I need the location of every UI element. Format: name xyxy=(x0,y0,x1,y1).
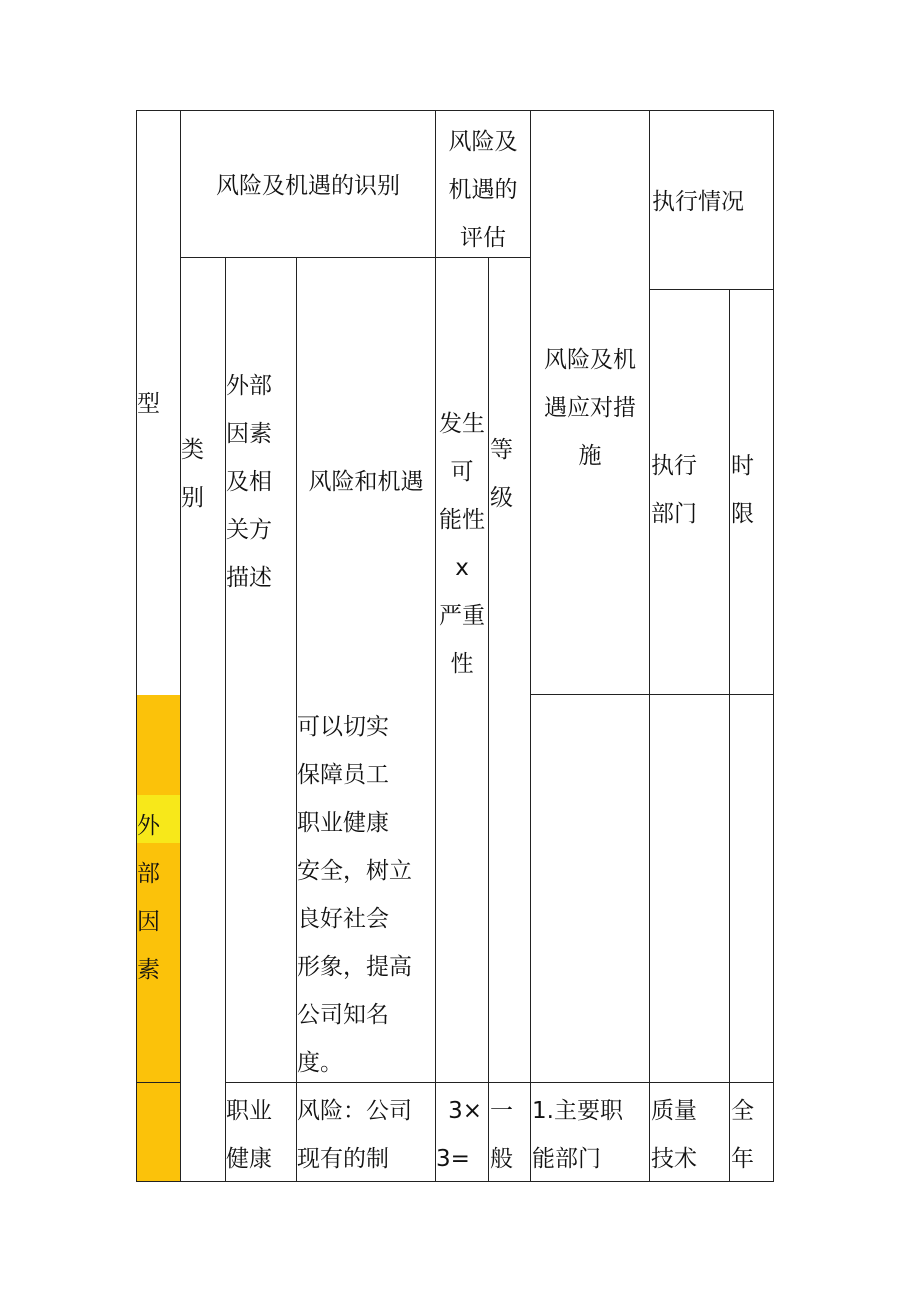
header-risk-opportunity-text: 风险和机遇 xyxy=(308,469,424,495)
header-measures-line: 遇应对措 xyxy=(544,395,636,421)
header-exec-dept xyxy=(651,442,729,538)
header-external-factors-line: 关方 xyxy=(226,517,272,543)
header-category-line: 别 xyxy=(181,485,204,511)
grid-line xyxy=(530,694,774,695)
header-type-text: 型 xyxy=(137,391,160,417)
opportunity-line: 良好社会 xyxy=(297,906,389,932)
header-execution-text: 执行情况 xyxy=(652,189,744,215)
row2-dept-line: 质量 xyxy=(651,1098,697,1124)
header-category xyxy=(181,426,225,522)
header-category-line: 类 xyxy=(181,437,204,463)
grid-line xyxy=(180,110,181,1182)
header-time-limit-line: 限 xyxy=(731,501,754,527)
row2-time xyxy=(731,1087,773,1183)
header-external-factors-line: 及相 xyxy=(226,469,272,495)
opportunity-line: 保障员工 xyxy=(297,762,389,788)
header-external-factors-line: 因素 xyxy=(226,421,272,447)
header-identification xyxy=(181,162,435,210)
row2-risk xyxy=(297,1087,435,1183)
header-external-factors xyxy=(226,362,296,602)
type-label-line: 因 xyxy=(137,909,160,935)
opportunity-line: 度。 xyxy=(297,1050,343,1076)
header-external-factors-line: 描述 xyxy=(226,565,272,591)
header-level xyxy=(490,426,530,522)
row2-score-line: 3= xyxy=(436,1146,470,1172)
header-evaluation xyxy=(436,118,530,262)
header-evaluation-line: 评估 xyxy=(460,225,506,251)
row2-measure-line: 能部门 xyxy=(532,1146,601,1172)
row2-time-line: 年 xyxy=(731,1146,754,1172)
row2-dept-line: 技术 xyxy=(651,1146,697,1172)
opportunity-line: 安全，树立 xyxy=(297,858,412,884)
grid-line xyxy=(136,1082,180,1083)
row2-risk-line: 风险：公司 xyxy=(297,1098,412,1124)
row1-opportunity-text xyxy=(297,703,435,1087)
type-label-line: 外 xyxy=(137,813,160,839)
grid-line xyxy=(649,289,774,290)
row2-level xyxy=(490,1087,530,1183)
header-exec-dept-line: 执行 xyxy=(651,453,697,479)
row2-measure xyxy=(532,1087,649,1183)
grid-line xyxy=(729,290,730,1182)
header-likelihood-severity xyxy=(436,400,488,688)
type-label-external xyxy=(137,802,180,994)
header-evaluation-line: 机遇的 xyxy=(448,177,518,203)
type-label-line: 部 xyxy=(137,861,160,887)
row2-factor-line: 职业 xyxy=(226,1098,272,1124)
header-level-line: 等 xyxy=(490,437,513,463)
grid-line xyxy=(136,110,774,111)
header-exec-dept-line: 部门 xyxy=(651,501,697,527)
header-likelihood-line: 严重 xyxy=(439,603,485,629)
header-likelihood-line: x xyxy=(455,555,469,581)
header-likelihood-line: 可 xyxy=(450,459,474,485)
row2-level-line: 一 xyxy=(490,1098,513,1124)
row2-measure-line: 1.主要职 xyxy=(532,1098,623,1124)
opportunity-line: 职业健康 xyxy=(297,810,389,836)
opportunity-line: 可以切实 xyxy=(297,714,389,740)
header-level-line: 级 xyxy=(490,485,513,511)
row2-score-line: 3× xyxy=(448,1098,482,1124)
header-likelihood-line: 性 xyxy=(450,651,474,677)
row2-level-line: 般 xyxy=(490,1146,513,1172)
row2-dept xyxy=(651,1087,729,1183)
header-evaluation-line: 风险及 xyxy=(448,129,518,155)
header-likelihood-line: 能性 xyxy=(439,507,485,533)
header-risk-opportunity xyxy=(297,458,435,506)
opportunity-line: 形象，提高 xyxy=(297,954,412,980)
grid-line xyxy=(530,110,531,1182)
row2-factor xyxy=(226,1087,296,1183)
header-measures-line: 风险及机 xyxy=(544,347,636,373)
grid-line xyxy=(649,110,650,1182)
grid-line xyxy=(136,110,137,1182)
grid-line xyxy=(773,110,774,1182)
row2-factor-line: 健康 xyxy=(226,1146,272,1172)
header-external-factors-line: 外部 xyxy=(226,373,272,399)
row2-score xyxy=(436,1087,488,1183)
header-execution xyxy=(650,178,746,226)
row2-risk-line: 现有的制 xyxy=(297,1146,389,1172)
header-time-limit-line: 时 xyxy=(731,453,754,479)
opportunity-line: 公司知名 xyxy=(297,1002,389,1028)
row2-time-line: 全 xyxy=(731,1098,754,1124)
header-identification-text: 风险及机遇的识别 xyxy=(216,173,400,199)
header-measures xyxy=(531,336,649,480)
header-time-limit xyxy=(731,442,773,538)
header-type xyxy=(137,380,180,428)
header-measures-line: 施 xyxy=(578,443,602,469)
type-label-line: 素 xyxy=(137,957,160,983)
header-likelihood-line: 发生 xyxy=(439,411,485,437)
grid-line xyxy=(488,258,489,1182)
